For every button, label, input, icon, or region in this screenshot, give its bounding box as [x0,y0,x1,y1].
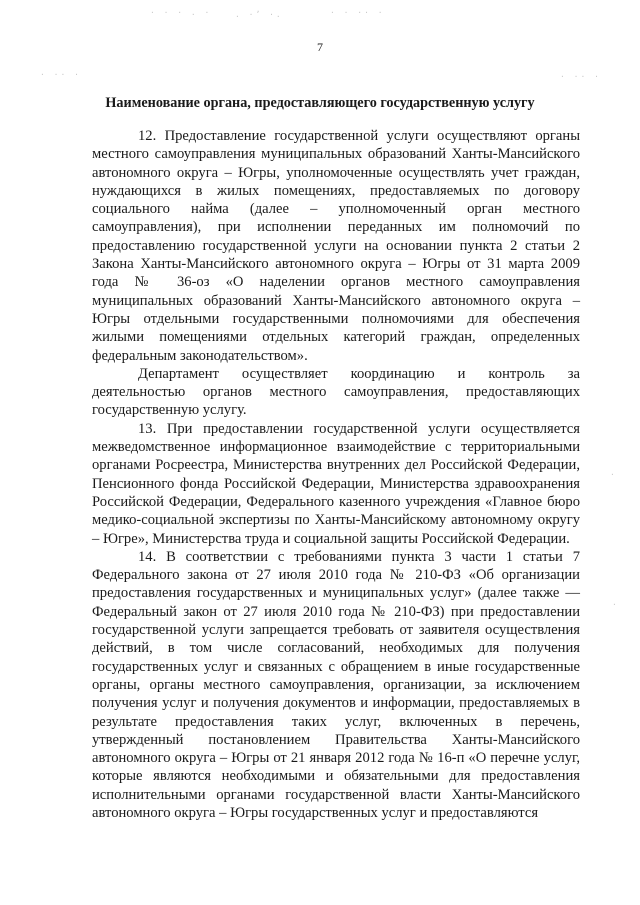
paragraph-14: 14. В соответствии с требованиями пункта 3 части 1 статьи 7 Федерального закона от 27 июля 2010 года № 210-ФЗ «Об организации предоставления государственных и муниципальных услуг» (далее также — Федеральный закон от 27 июля 2010 года № 210-ФЗ) при предоставлении государственной услуги запрещается требовать от заявителя осуществления действий, в том числе согласований, необходимых для получения государственных услуг и связанных с обращением в иные государственные органы, органы местного самоуправления, организации, за исключением получения услуг и получения документов и информации, предоставляемых в результате предоставления таких услуг, включенных в перечень, утвержденный постановлением Правительства Ханты-Мансийского автономного округа – Югры от 21 января 2012 года № 16-п «О перечне услуг, которые являются необходимыми и обязательными для предоставления исполнительными органами государственной власти Ханты-Мансийского автономного округа – Югры государственных услуг и предоставляются [92,548,580,821]
scan-noise: · ·· · [560,72,601,81]
paragraph-13: 13. При предоставлении государственной услуги осуществляется межведомственное информационное взаимодействие с территориальными органами Росреестра, Министерства внутренних дел Российской Федерации, Пенсионного фонда Российской Федерации, Министерства здравоохранения Российской Федерации, Федерального казенного учреждения «Главное бюро медико-социальной экспертизы по Ханты-Мансийскому автономному округу – Югре», Министерства труда и социальной защиты Российской Федерации. [92,420,580,547]
scan-noise: · [610,470,617,479]
scan-noise: · ·· · [40,70,81,79]
page-number: 7 [317,40,323,54]
scan-noise: · · ·· · [330,8,385,17]
paragraph-department: Департамент осуществляет координацию и контроль за деятельностью органов местного самоуправления, предоставляющих государственную услугу. [92,365,580,419]
scan-noise: · [612,600,619,609]
body-text [92,127,580,822]
paragraph-12: 12. Предоставление государственной услуги осуществляют органы местного самоуправления муниципальных образований Ханты-Мансийского автономного округа – Югры, уполномоченные осуществлять учет граждан, нуждающихся в жилых помещениях, предоставляемых по договору социального найма (далее – уполномоченный орган местного самоуправления), при исполнении переданных им полномочий по предоставлению государственной услуги на основании пункта 2 статьи 2 Закона Ханты-Мансийского автономного округа – Югры от 31 марта 2009 года № 36-оз «О наделении органов местного самоуправления муниципальных образований Ханты-Мансийского автономного округа – Югры отдельными государственными полномочиями для обеспечения жилыми помещениями отдельных категорий граждан, определенных федеральным законодательством». [92,128,580,364]
scan-noise: · · · . · [150,8,212,17]
section-heading: Наименование органа, предоставляющего государственную услугу [105,95,535,111]
scan-noise: . ·ʼ ·. [235,10,283,19]
